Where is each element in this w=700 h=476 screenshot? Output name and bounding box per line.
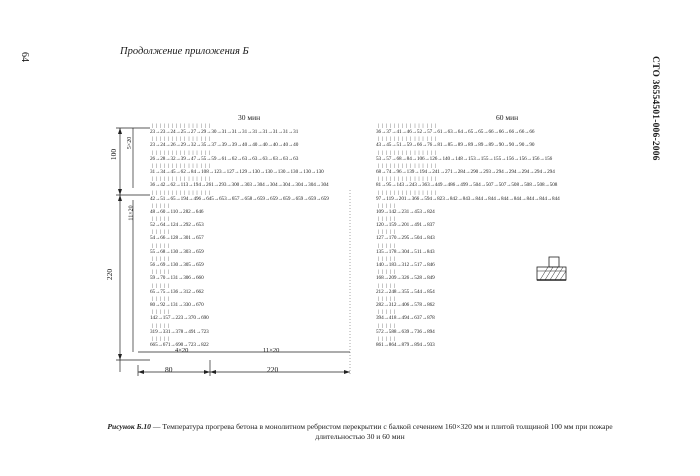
- temperature-row: 665→671→690→723→822: [150, 341, 209, 348]
- panel-title-30: 30 мин: [238, 113, 261, 122]
- grid-tick-row: | | | | |: [378, 336, 397, 342]
- temperature-row: 319→331→378→491→723: [150, 328, 209, 335]
- temperature-row: 135→178→304→511→843: [376, 248, 435, 255]
- grid-tick-row: | | | | |: [152, 243, 171, 249]
- dim-5x20: 5×20: [127, 136, 134, 150]
- temperature-row: 23→24→26→29→32→35→37→39→39→40→40→40→40→40→40: [150, 142, 299, 149]
- grid-tick-row: | | | | | | | | | | | | | | |: [152, 150, 211, 156]
- grid-tick-row: | | | | |: [378, 296, 397, 302]
- dim-220-vertical: 220: [105, 268, 115, 281]
- temperature-row: 168→209→326→528→849: [376, 275, 435, 282]
- dim-220-horizontal: 220: [267, 365, 279, 374]
- grid-tick-row: | | | | | | | | | | | | | | |: [378, 177, 437, 183]
- temperature-row: 43→45→51→59→66→76→81→85→89→89→89→89→90→90→90→90: [376, 142, 535, 149]
- grid-tick-row: | | | | | | | | | | | | | | |: [152, 163, 211, 169]
- grid-tick-row: | | | | |: [378, 217, 397, 223]
- temperature-row: 31→34→45→62→84→108→123→127→129→130→130→130→130→130→130: [150, 168, 324, 175]
- grid-tick-row: | | | | |: [378, 323, 397, 329]
- grid-tick-row: | | | | |: [152, 323, 171, 329]
- grid-tick-row: | | | | | | | | | | | | | | |: [152, 137, 211, 143]
- caption-label: Рисунок Б.10: [107, 422, 151, 431]
- grid-tick-row: | | | | |: [378, 310, 397, 316]
- continuation-heading: Продолжение приложения Б: [120, 46, 249, 57]
- caption-text: — Температура прогрева бетона в монолитном ребристом перекрытии с балкой сечением 160×320 мм и плитой толщиной 100 мм при пожаре длительностью 30 и 60 мин: [150, 422, 613, 441]
- grid-tick-row: | | | | |: [152, 230, 171, 236]
- grid-tick-row: | | | | |: [152, 283, 171, 289]
- temperature-row: 109→142→231→453→824: [376, 208, 435, 215]
- grid-tick-row: | | | | | | | | | | | | | | |: [378, 124, 437, 129]
- dim-4x20: 4×20: [175, 347, 189, 354]
- temperature-row: 26→28→32→39→47→55→59→61→62→63→63→63→63→63→63: [150, 155, 299, 162]
- dim-80: 80: [165, 365, 173, 374]
- standard-code: СТО 36554501-006-2006: [650, 56, 660, 161]
- section-sketch: [537, 257, 566, 280]
- temperature-row: 55→68→130→303→659: [150, 248, 204, 255]
- temperature-row: 48→60→110→282→646: [150, 208, 204, 215]
- grid-tick-row: | | | | |: [378, 270, 397, 276]
- figure-caption: [100, 422, 620, 442]
- grid-tick-row: | | | | | | | | | | | | | | |: [378, 163, 437, 169]
- grid-tick-row: | | | | |: [378, 283, 397, 289]
- temperature-row: 65→75→136→312→662: [150, 288, 204, 295]
- temperature-row: 52→64→124→292→653: [150, 222, 204, 229]
- temperature-row: 140→183→312→517→846: [376, 262, 435, 268]
- page-number: 64: [19, 52, 30, 62]
- temperature-row: 42→51→65→194→496→645→653→657→658→659→659→659→659→659→659: [150, 195, 329, 202]
- temperature-row: 120→159→201→491→837: [376, 222, 435, 229]
- temperature-row: 572→588→639→736→894: [376, 328, 435, 335]
- grid-tick-row: | | | | | | | | | | | | | | |: [378, 150, 437, 156]
- dim-11x20-horizontal: 11×20: [263, 347, 280, 354]
- grid-tick-row: | | | | |: [152, 217, 171, 223]
- grid-tick-row: | | | | |: [378, 230, 397, 236]
- grid-tick-row: | | | | |: [152, 270, 171, 276]
- grid-tick-row: | | | | |: [152, 310, 171, 316]
- grid-tick-row: | | | | |: [152, 203, 171, 209]
- dim-11x20: 11×20: [128, 205, 135, 221]
- temperature-row: 142→157→223→370→690: [150, 315, 209, 322]
- temperature-row: 36→37→41→46→52→57→61→63→64→65→65→66→66→66→66→66: [376, 129, 535, 135]
- grid-tick-row: | | | | | | | | | | | | | | |: [378, 190, 437, 196]
- grid-tick-row: | | | | |: [378, 257, 397, 262]
- temperature-row: 80→92→131→330→670: [150, 301, 204, 308]
- temperature-row: 861→864→879→894→933: [376, 341, 435, 348]
- temperature-row: 127→170→295→504→843: [376, 235, 435, 242]
- temperature-row: 282→312→406→578→862: [376, 301, 435, 308]
- temperature-row: 56→69→130→305→659: [150, 262, 204, 268]
- grid-tick-row: | | | | | | | | | | | | | | |: [152, 190, 211, 196]
- temperature-row: 394→418→494→637→878: [376, 315, 435, 322]
- temperature-row: 59→70→131→306→660: [150, 275, 204, 282]
- dim-100: 100: [109, 148, 119, 161]
- grid-tick-row: | | | | | | | | | | | | | | |: [152, 177, 211, 183]
- grid-tick-row: | | | | |: [378, 203, 397, 209]
- temperature-row: 97→119→201→366→594→823→842→843→844→844→844→844→844→844→844: [376, 195, 560, 202]
- temperature-row: 212→248→355→544→854: [376, 288, 435, 295]
- temperature-row: 23→23→24→25→27→29→30→31→31→31→31→31→31→31→31: [150, 129, 299, 135]
- temperature-row: 54→66→128→301→657: [150, 235, 204, 242]
- grid-tick-row: | | | | | | | | | | | | | | |: [152, 124, 211, 129]
- temperature-row: 81→95→143→243→363→449→486→499→504→507→507→508→508→508→508: [376, 182, 558, 189]
- temperature-row: 68→74→96→139→194→241→271→284→290→293→294→294→294→294→294: [376, 168, 555, 175]
- grid-tick-row: | | | | |: [152, 336, 171, 342]
- grid-tick-row: | | | | |: [152, 296, 171, 302]
- grid-tick-row: | | | | |: [152, 257, 171, 262]
- temperature-row: 36→42→62→113→194→261→293→300→303→304→304→304→304→304→304: [150, 182, 329, 189]
- grid-tick-row: | | | | |: [378, 243, 397, 249]
- panel-title-60: 60 мин: [496, 113, 519, 122]
- grid-tick-row: | | | | | | | | | | | | | | |: [378, 137, 437, 143]
- temperature-row: 53→57→68→84→106→126→140→148→153→155→155→156→156→156→156: [376, 155, 553, 162]
